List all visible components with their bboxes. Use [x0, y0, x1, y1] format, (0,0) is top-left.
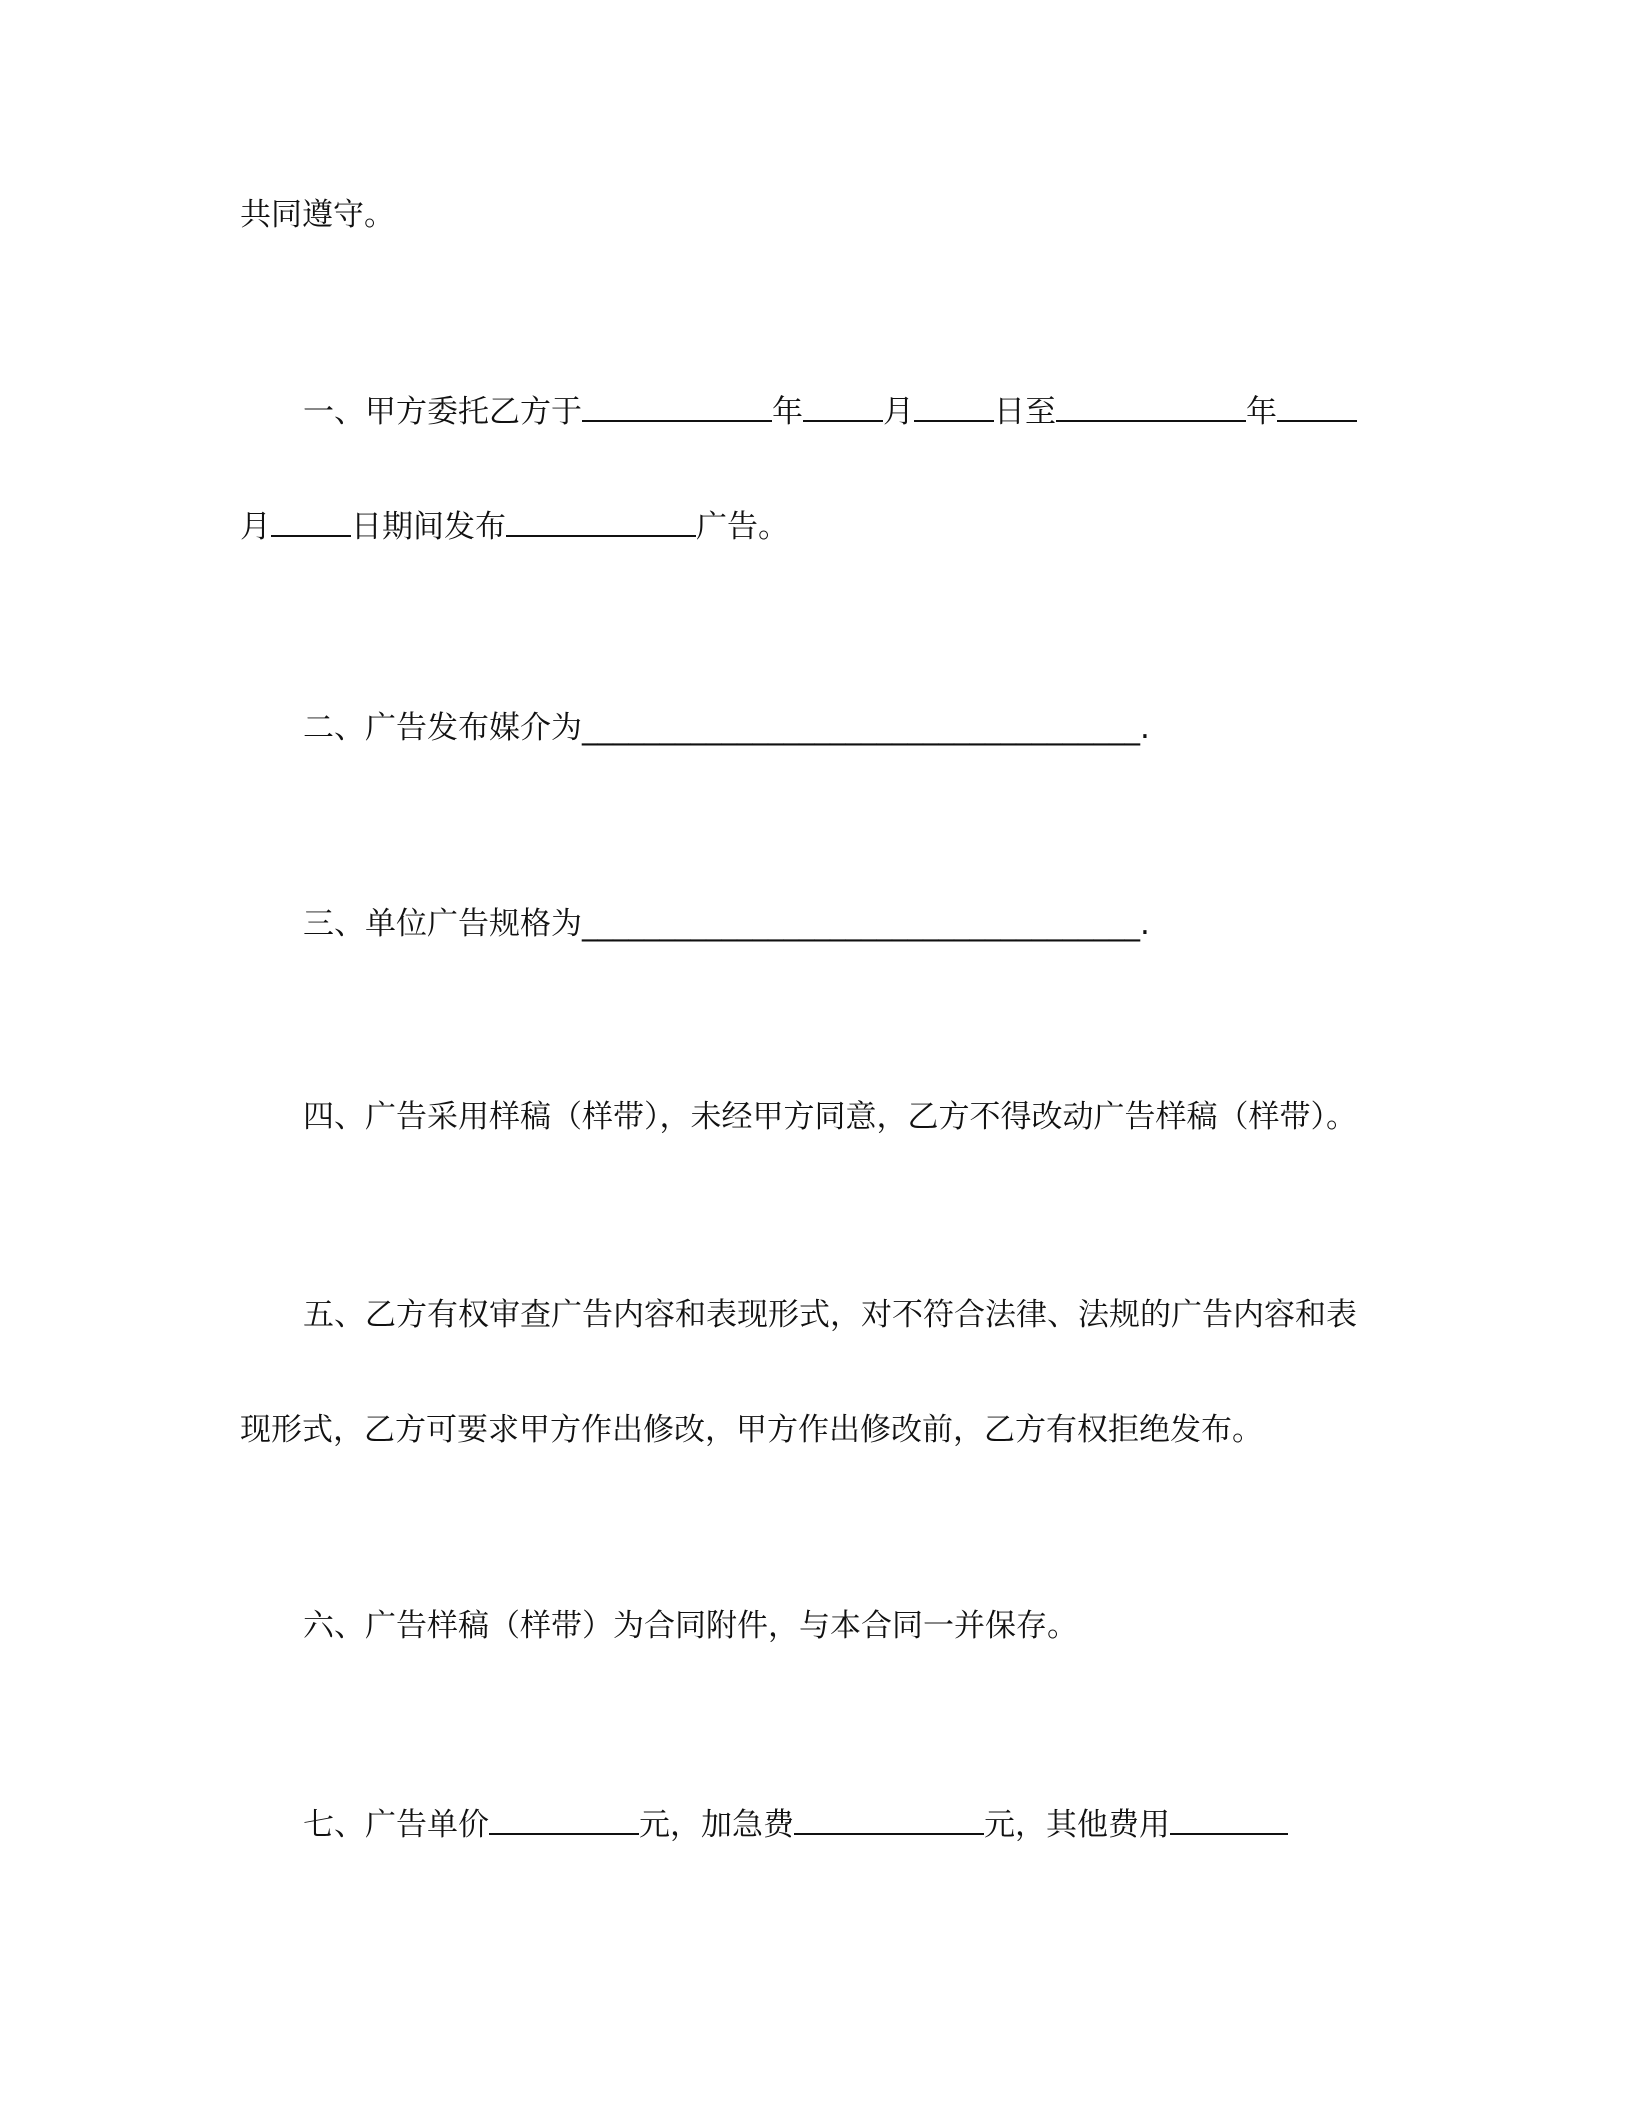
start-month-blank — [803, 390, 883, 422]
clause-3-text: 三、单位广告规格为 — [303, 906, 582, 942]
year-label: 年 — [772, 394, 803, 430]
other-fee-label: 元，其他费用 — [984, 1807, 1170, 1843]
clause-3 — [303, 904, 1150, 944]
clause-2-text: 二、广告发布媒介为 — [303, 710, 582, 746]
ad-content-blank — [506, 505, 696, 537]
month-label: 月 — [240, 509, 271, 545]
year-label: 年 — [1246, 394, 1277, 430]
ad-label: 广告。 — [696, 509, 789, 545]
month-label: 月 — [883, 394, 914, 430]
clause-1-line-1 — [303, 390, 1357, 430]
period-label: 日期间发布 — [351, 509, 506, 545]
clause-4: 四、广告采用样稿（样带），未经甲方同意，乙方不得改动广告样稿（样带）。 — [303, 1099, 1357, 1135]
urgent-fee-label: 元，加急费 — [639, 1807, 794, 1843]
clause-7-line-1 — [303, 1803, 1288, 1843]
start-year-blank — [582, 390, 772, 422]
clause-1-line-2 — [240, 505, 789, 545]
end-month-blank — [1277, 390, 1357, 422]
clause-2-end: . — [1140, 710, 1150, 746]
urgent-fee-blank — [794, 1803, 984, 1835]
clause-7-text: 七、广告单价 — [303, 1807, 489, 1843]
clause-2 — [303, 708, 1150, 748]
continuation-text: 共同遵守。 — [240, 197, 395, 233]
other-fee-blank — [1170, 1803, 1288, 1835]
end-year-blank — [1056, 390, 1246, 422]
end-day-blank — [271, 505, 351, 537]
clause-1-text: 一、甲方委托乙方于 — [303, 394, 582, 430]
clause-5-line-2: 现形式，乙方可要求甲方作出修改，甲方作出修改前，乙方有权拒绝发布。 — [240, 1412, 1263, 1448]
clause-3-end: . — [1140, 906, 1150, 942]
day-to-label: 日至 — [994, 394, 1056, 430]
clause-5-line-1: 五、乙方有权审查广告内容和表现形式，对不符合法律、法规的广告内容和表 — [303, 1297, 1357, 1333]
start-day-blank — [914, 390, 994, 422]
clause-6: 六、广告样稿（样带）为合同附件，与本合同一并保存。 — [303, 1608, 1078, 1644]
media-fill-line: ____________________________________ — [582, 710, 1140, 746]
spec-fill-line: ____________________________________ — [582, 906, 1140, 942]
unit-price-blank — [489, 1803, 639, 1835]
